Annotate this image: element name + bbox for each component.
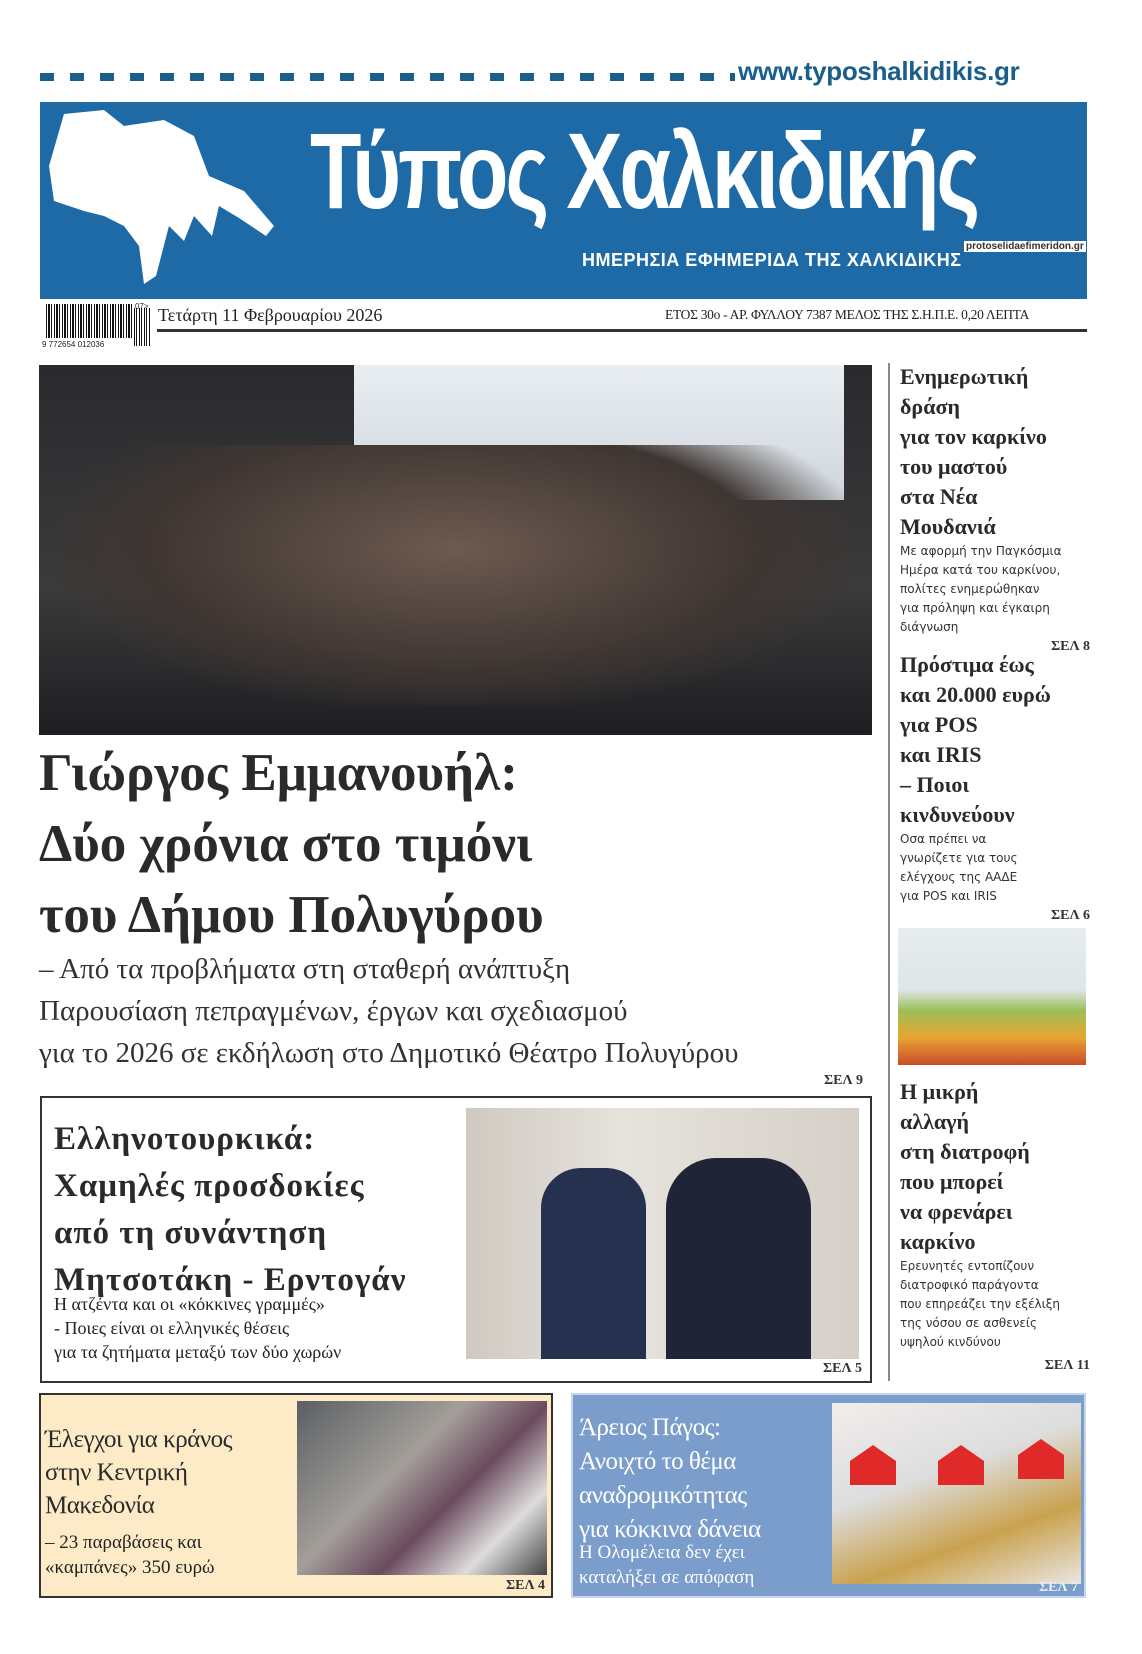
headline-line: να φρενάρει [900, 1199, 1013, 1224]
greekturkish-article[interactable] [40, 1096, 872, 1383]
sidebar-summary [900, 542, 1090, 637]
subtitle-line: Η Ολομέλεια δεν έχει [579, 1542, 745, 1563]
headline-line: – Ποιοι [900, 772, 970, 797]
summary-line: Ερευνητές εντοπίζουν [900, 1259, 1035, 1273]
header-rule [157, 329, 1087, 332]
headline-line: του μαστού [900, 454, 1008, 479]
headline-line: για κόκκινα δάνεια [579, 1516, 761, 1543]
chalkidiki-map-icon [44, 106, 284, 286]
sidebar-headline [900, 650, 1090, 830]
subtitle-line: Η ατζέντα και οι «κόκκινες γραμμές» [54, 1294, 325, 1314]
greekturkish-headline [54, 1116, 406, 1304]
helmets-subtitle [45, 1530, 215, 1580]
headline-line: και 20.000 ευρώ [900, 682, 1051, 707]
lead-subtitle-line: για το 2026 σε εκδήλωση στο Δημοτικό Θέατρο Πολυγύρου [39, 1037, 739, 1069]
subtitle-line: για τα ζητήματα μεταξύ των δύο χωρών [54, 1342, 342, 1362]
headline-line: Ανοιχτό το θέμα [579, 1448, 736, 1475]
headline-line: Η μικρή [900, 1079, 979, 1104]
greekturkish-page-ref: ΣΕΛ 5 [822, 1361, 862, 1376]
masthead-tagline: ΗΜΕΡΗΣΙΑ ΕΦΗΜΕΡΙΔΑ ΤΗΣ ΧΑΛΚΙΔΙΚΗΣ [582, 250, 962, 270]
red-house-icon [850, 1445, 896, 1485]
headline-line: Μακεδονία [45, 1492, 155, 1519]
headline-line: στη διατροφή [900, 1139, 1030, 1164]
summary-line: για πρόληψη και έγκαιρη [900, 601, 1050, 615]
greekturkish-subtitle [54, 1292, 341, 1364]
summary-line: Οσα πρέπει να [900, 832, 987, 846]
areios-pagos-page-ref: ΣΕΛ 7 [1038, 1580, 1078, 1595]
summary-line: Με αφορμή την Παγκόσμια [900, 544, 1062, 558]
headline-line: στην Κεντρική [45, 1459, 188, 1486]
headline-line: που μπορεί [900, 1169, 1004, 1194]
red-house-icon [938, 1445, 984, 1485]
lead-photo[interactable] [39, 365, 872, 735]
lead-headline[interactable] [39, 738, 544, 951]
sidebar-article-2[interactable] [900, 650, 1090, 924]
headline-line: Έλεγχοι για κράνος [45, 1426, 233, 1453]
barcode-number: 9 772654 012036 [42, 340, 105, 349]
barcode-suffix: 07> [135, 302, 149, 311]
masthead-title: Τύπος Χαλκιδικής [310, 110, 978, 231]
barcode [46, 304, 132, 338]
headline-line: κινδυνεύουν [900, 802, 1015, 827]
summary-line: για POS και IRIS [900, 889, 997, 903]
red-house-icon [1018, 1439, 1064, 1479]
motorcyclist-photo [297, 1401, 547, 1575]
summary-line: διάγνωση [900, 620, 959, 634]
summary-line: της νόσου σε ασθενείς [900, 1316, 1037, 1330]
group-of-people [59, 445, 849, 705]
issue-date: Τετάρτη 11 Φεβρουαρίου 2026 [158, 305, 383, 325]
headline-line: Πρόστιμα έως [900, 652, 1034, 677]
watermark: protoselidaefimeridon.gr [966, 241, 1084, 252]
headline-line: καρκίνο [900, 1229, 976, 1254]
sidebar-divider [888, 363, 890, 1381]
website-link[interactable]: www.typoshalkidikis.gr [738, 56, 1020, 86]
lead-subtitle-line: Παρουσίαση πεπραγμένων, έργων και σχεδιασμού [39, 995, 628, 1027]
headline-line: από τη συνάντηση [54, 1215, 328, 1251]
headline-line: και IRIS [900, 742, 982, 767]
lead-headline-line: του Δήμου Πολυγύρου [39, 886, 544, 944]
subtitle-line: «καμπάνες» 350 ευρώ [45, 1557, 215, 1578]
issue-info: ΕΤΟΣ 30ο - ΑΡ. ΦΥΛΛΟΥ 7387 ΜΕΛΟΣ ΤΗΣ Σ.Η.Π.Ε. 0,20 ΛΕΠΤΑ [665, 307, 1030, 322]
headline-line: αναδρομικότητας [579, 1482, 747, 1509]
sidebar-headline [900, 1077, 1090, 1257]
subtitle-line: – 23 παραβάσεις και [45, 1532, 202, 1553]
sidebar-page-ref: ΣΕΛ 6 [1050, 908, 1090, 923]
sidebar-summary [900, 830, 1090, 906]
subtitle-line: - Ποιες είναι οι ελληνικές θέσεις [54, 1318, 290, 1338]
helmets-article[interactable] [39, 1393, 553, 1598]
lead-subtitle-line: – Από τα προβλήματα στη σταθερή ανάπτυξη [39, 953, 571, 985]
lead-page-ref: ΣΕΛ 9 [824, 1073, 864, 1088]
headline-line: Μουδανιά [900, 514, 996, 539]
summary-line: γνωρίζετε για τους [900, 851, 1018, 865]
header-dash-line [40, 73, 735, 81]
headline-line: στα Νέα [900, 484, 978, 509]
headline-line: Ενημερωτική [900, 364, 1029, 389]
areios-pagos-article[interactable] [571, 1393, 1086, 1598]
fruit-vegetables-photo [898, 928, 1086, 1065]
headline-line: Ελληνοτουρκικά: [54, 1121, 316, 1157]
helmets-page-ref: ΣΕΛ 4 [505, 1578, 545, 1593]
lead-subtitle [39, 948, 738, 1074]
sidebar-summary [900, 1257, 1090, 1352]
subtitle-line: καταλήξει σε απόφαση [579, 1567, 755, 1588]
summary-line: Ημέρα κατά του καρκίνου, [900, 563, 1061, 577]
sidebar-page-ref: ΣΕΛ 11 [1044, 1358, 1090, 1373]
summary-line: ελέγχους της ΑΑΔΕ [900, 870, 1018, 884]
headline-line: Άρειος Πάγος: [579, 1414, 721, 1441]
areios-pagos-headline [579, 1411, 761, 1547]
lead-headline-line: Γιώργος Εμμανουήλ: [39, 744, 518, 802]
sidebar-article-3[interactable] [900, 1077, 1090, 1374]
barcode-addon [134, 308, 150, 346]
headline-line: αλλαγή [900, 1109, 969, 1134]
headline-line: δράση [900, 394, 960, 419]
sidebar-page-ref: ΣΕΛ 8 [1050, 639, 1090, 654]
handshake-photo [466, 1108, 859, 1359]
lead-headline-line: Δύο χρόνια στο τιμόνι [39, 815, 533, 873]
headline-line: για POS [900, 712, 978, 737]
headline-line: Χαμηλές προσδοκίες [54, 1168, 365, 1204]
headline-line: για τον καρκίνο [900, 424, 1047, 449]
summary-line: πολίτες ενημερώθηκαν [900, 582, 1040, 596]
summary-line: που επηρεάζει την εξέλιξη [900, 1297, 1061, 1311]
summary-line: υψηλού κινδύνου [900, 1335, 1001, 1349]
sidebar-article-1[interactable] [900, 362, 1090, 655]
headline-line: Μητσοτάκη - Ερντογάν [54, 1262, 407, 1298]
helmets-headline [45, 1423, 232, 1522]
sidebar-headline [900, 362, 1090, 542]
areios-pagos-subtitle [579, 1540, 754, 1590]
summary-line: διατροφικό παράγοντα [900, 1278, 1039, 1292]
houses-on-coins-photo [832, 1403, 1081, 1584]
